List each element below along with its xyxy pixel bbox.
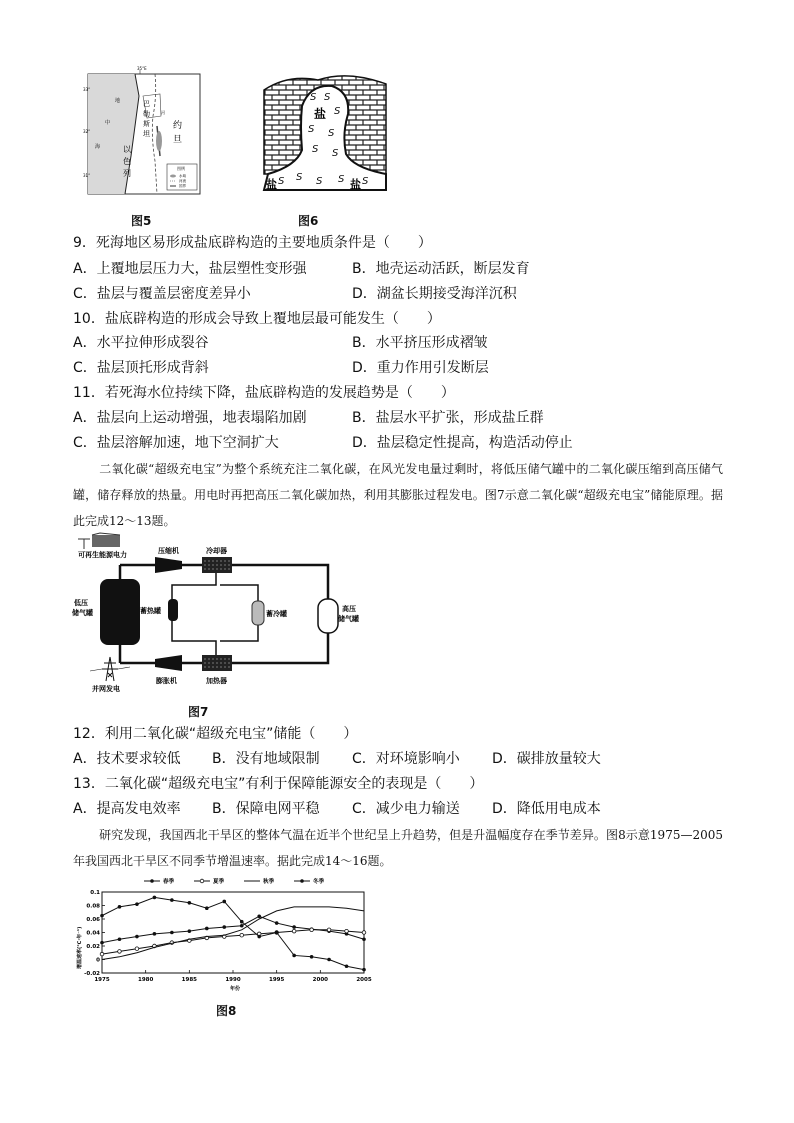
chart-xlabel: 年份 [230, 986, 241, 992]
y-tick-label: 0.06 [86, 917, 100, 923]
question-9-option-d[interactable]: D．湖盆长期接受海洋沉积 [352, 286, 517, 302]
question-13-option-a[interactable]: A．提高发电效率 [73, 801, 181, 817]
data-point-4 [205, 906, 209, 910]
legend-label: 夏季 [213, 879, 225, 885]
series-line-3 [102, 907, 364, 960]
data-point-2 [292, 929, 296, 933]
legend-label: 秋季 [263, 879, 275, 885]
data-point-2 [345, 929, 349, 933]
chart-ylabel: 增温速率(℃·年⁻¹) [77, 926, 83, 969]
question-9-stem: 9．死海地区易形成盐底辟构造的主要地质条件是（ ） [73, 235, 432, 251]
y-tick-label: -0.02 [84, 971, 100, 977]
label-heater: 加热器 [206, 677, 227, 685]
salt-label-left: 盐 [266, 178, 277, 191]
data-point-4 [362, 968, 366, 972]
heater-icon [202, 655, 232, 671]
data-point-4 [188, 901, 192, 905]
data-point-2 [118, 950, 122, 954]
label-high-tank-1: 高压 [342, 605, 356, 613]
data-point-2 [100, 952, 104, 956]
question-12-option-d[interactable]: D．碳排放量较大 [492, 751, 601, 767]
map-label-lie: 列 [123, 169, 131, 178]
data-point-1 [170, 931, 174, 935]
figure-8-caption: 图8 [216, 1004, 237, 1018]
svg-text:S: S [362, 176, 369, 187]
y-tick-label: 0.1 [90, 890, 100, 896]
renewable-power-icon [78, 533, 120, 549]
y-tick-label: 0.04 [86, 930, 100, 937]
map-lat-31: 31° [83, 173, 91, 178]
legend-label: 春季 [163, 879, 175, 885]
data-point-4 [275, 931, 279, 935]
svg-text:S: S [310, 92, 317, 103]
svg-text:S: S [296, 172, 303, 183]
x-tick-label: 2000 [312, 977, 328, 983]
map-label-le: 勒 [143, 110, 150, 118]
data-point-4 [345, 964, 349, 968]
y-tick-label: 0 [96, 957, 100, 964]
map-label-di: 地 [115, 98, 121, 104]
map-label-hai: 海 [95, 144, 101, 150]
cold-storage-icon [252, 601, 264, 625]
data-point-4 [310, 955, 314, 959]
map-legend-river: 河流 [179, 179, 186, 183]
map-legend-water: 水域 [179, 174, 186, 178]
label-renewable: 可再生能源电力 [78, 551, 127, 559]
data-point-4 [170, 898, 174, 902]
map-lat-33: 33° [83, 87, 91, 92]
data-point-1 [292, 925, 296, 929]
map-label-se: 色 [123, 157, 131, 166]
svg-text:S: S [338, 174, 345, 185]
x-tick-label: 1980 [138, 977, 154, 983]
label-low-tank-1: 低压 [74, 599, 88, 607]
passage-warming: 研究发现，我国西北干旱区的整体气温在近半个世纪呈上升趋势，但是升温幅度存在季节差异。图8示意1975—2005年我国西北干旱区不同季节增温速率。据此完成14～16题。 [73, 828, 723, 868]
question-12-stem: 12．利用二氧化碳“超级充电宝”储能（ ） [73, 726, 358, 742]
question-9-option-b[interactable]: B．地壳运动活跃，断层发育 [352, 261, 530, 277]
map-lat-32: 32° [83, 129, 91, 134]
series-line-2 [102, 930, 364, 954]
map-legend-border: 国界 [179, 184, 186, 188]
svg-text:S: S [278, 176, 285, 187]
svg-text:S: S [324, 92, 331, 103]
passage-supercharger: 二氧化碳“超级充电宝”为整个系统充注二氧化碳，在风光发电量过剩时，将低压储气罐中的二氧化碳压缩到高压储气罐，储存释放的热量。用电时再把高压二氧化碳加热，利用其膨胀过程发电。图7示意二氧化碳“超级充电宝”储能原理。据此完成12～13题。 [73, 462, 723, 528]
data-point-1 [188, 929, 192, 933]
question-11-stem: 11．若死海水位持续下降，盐底辟构造的发展趋势是（ ） [73, 385, 455, 401]
question-12-option-b[interactable]: B．没有地域限制 [212, 751, 320, 767]
question-9-option-c[interactable]: C．盐层与覆盖层密度差异小 [73, 286, 251, 302]
data-point-1 [257, 915, 261, 919]
map-label-he: 河 [161, 110, 165, 115]
data-point-1 [275, 921, 279, 925]
label-expander: 膨胀机 [156, 677, 177, 685]
figure-5-caption: 图5 [131, 214, 152, 228]
figure-5-map [85, 66, 205, 196]
map-label-yue: 约 [173, 121, 183, 131]
svg-text:S: S [332, 148, 339, 159]
map-top-label: 35°E [137, 66, 147, 71]
x-tick-label: 1995 [269, 977, 285, 983]
figure-7-storage-diagram [70, 533, 360, 693]
svg-text:S: S [312, 144, 319, 155]
map-label-ba: 巴 [143, 100, 150, 108]
map-label-tan: 坦 [143, 130, 150, 138]
heat-storage-icon [168, 599, 178, 621]
data-point-1 [135, 935, 139, 939]
data-point-4 [118, 905, 122, 909]
question-10-option-a[interactable]: A．水平拉伸形成裂谷 [73, 335, 209, 351]
x-tick-label: 1975 [94, 977, 110, 983]
question-10-option-d[interactable]: D．重力作用引发断层 [352, 360, 489, 376]
salt-label-top: 盐 [314, 107, 327, 121]
figure-7-caption: 图7 [188, 705, 209, 719]
figure-6-caption: 图6 [298, 214, 319, 228]
label-high-tank-2: 储气罐 [338, 615, 359, 623]
compressor-icon [155, 557, 182, 573]
data-point-2 [327, 928, 331, 932]
data-point-2 [310, 928, 314, 932]
data-point-1 [240, 924, 244, 928]
data-point-4 [292, 954, 296, 958]
map-label-yi: 以 [123, 145, 131, 154]
question-9-option-a[interactable]: A．上覆地层压力大，盐层塑性变形强 [73, 261, 307, 277]
data-point-1 [222, 925, 226, 929]
label-compressor: 压缩机 [158, 547, 179, 555]
map-label-dan: 旦 [173, 135, 183, 145]
data-point-1 [100, 941, 104, 945]
y-tick-label: 0.08 [86, 903, 100, 910]
question-11-option-c[interactable]: C．盐层溶解加速，地下空洞扩大 [73, 435, 279, 451]
map-label-si: 斯 [143, 120, 150, 128]
svg-text:S: S [334, 106, 341, 117]
question-10-option-c[interactable]: C．盐层顶托形成背斜 [73, 360, 209, 376]
data-point-4 [240, 920, 244, 924]
question-13-option-d[interactable]: D．降低用电成本 [492, 801, 601, 817]
question-13-option-c[interactable]: C．减少电力输送 [352, 801, 460, 817]
question-12-option-a[interactable]: A．技术要求较低 [73, 751, 181, 767]
question-11-option-a[interactable]: A．盐层向上运动增强，地表塌陷加剧 [73, 410, 307, 426]
figure-6-salt-diapir [258, 70, 393, 192]
question-13-option-b[interactable]: B．保障电网平稳 [212, 801, 320, 817]
label-cold-storage: 蓄冷罐 [266, 610, 287, 618]
label-grid: 并网发电 [92, 685, 120, 693]
data-point-1 [153, 932, 157, 936]
grid-tower-icon [90, 657, 130, 681]
data-point-2 [135, 947, 139, 951]
question-11-option-b[interactable]: B．盐层水平扩张，形成盐丘群 [352, 410, 544, 426]
data-point-2 [240, 933, 244, 937]
data-point-4 [257, 935, 261, 939]
data-point-4 [327, 958, 331, 962]
low-pressure-tank-icon [100, 579, 140, 645]
x-tick-label: 2005 [356, 977, 372, 983]
data-point-2 [362, 931, 366, 935]
svg-text:S: S [308, 124, 315, 135]
x-tick-label: 1990 [225, 977, 241, 983]
figure-8-line-chart [72, 874, 372, 994]
legend-marker [200, 879, 204, 883]
cooler-icon [202, 557, 232, 573]
label-cooler: 冷却器 [206, 547, 227, 555]
svg-text:S: S [328, 128, 335, 139]
map-label-zhong: 中 [105, 120, 111, 126]
expander-icon [155, 655, 182, 671]
x-tick-label: 1985 [181, 977, 197, 983]
question-10-stem: 10．盐底辟构造的形成会导致上覆地层最可能发生（ ） [73, 311, 441, 327]
high-pressure-tank-icon [318, 599, 338, 633]
series-line-4 [102, 897, 364, 969]
data-point-4 [153, 896, 157, 900]
question-13-stem: 13．二氧化碳“超级充电宝”有利于保障能源安全的表现是（ ） [73, 776, 484, 792]
legend-marker [150, 879, 154, 883]
data-point-4 [135, 902, 139, 906]
data-point-1 [118, 937, 122, 941]
salt-label-right: 盐 [350, 178, 361, 191]
legend-marker [300, 879, 304, 883]
data-point-4 [222, 900, 226, 904]
data-point-1 [362, 937, 366, 941]
label-heat-storage: 蓄热罐 [140, 607, 161, 615]
question-11-option-d[interactable]: D．盐层稳定性提高，构造活动停止 [352, 435, 573, 451]
y-tick-label: 0.02 [86, 944, 100, 950]
question-12-option-c[interactable]: C．对环境影响小 [352, 751, 460, 767]
svg-text:S: S [316, 176, 323, 187]
data-point-4 [100, 914, 104, 918]
label-low-tank-2: 储气罐 [72, 609, 93, 617]
question-10-option-b[interactable]: B．水平挤压形成褶皱 [352, 335, 488, 351]
map-legend-title: 图例 [177, 166, 185, 171]
legend-label: 冬季 [313, 879, 325, 885]
data-point-1 [205, 927, 209, 931]
